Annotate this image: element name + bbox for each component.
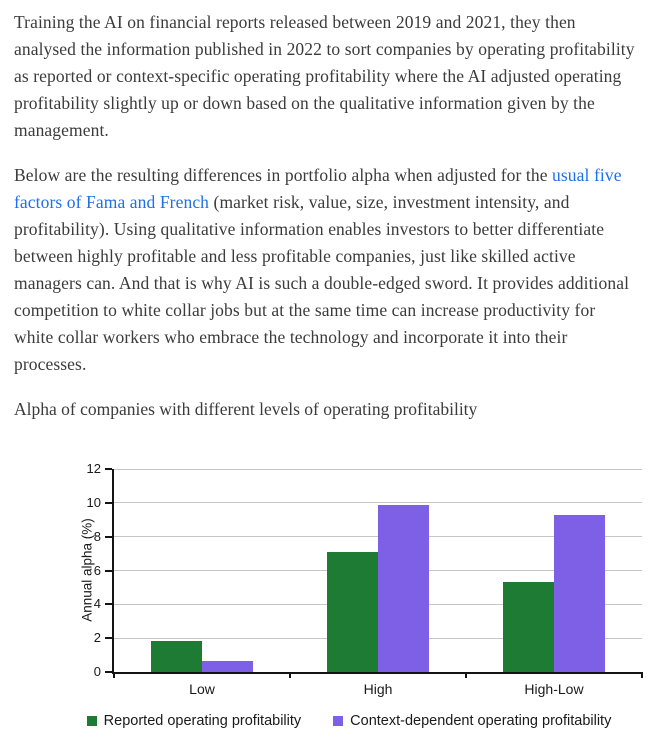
y-tick-label: 6 — [93, 562, 101, 578]
y-axis-tick — [105, 536, 112, 538]
y-axis-tick — [105, 637, 112, 639]
bar-context-dependent-operating-profitability-low — [202, 661, 253, 672]
y-axis-tick — [105, 671, 112, 673]
y-axis-line — [112, 469, 114, 672]
x-category-label-low: Low — [189, 681, 215, 697]
x-category-label-high-low: High-Low — [524, 681, 584, 697]
x-axis-tick — [289, 672, 291, 678]
y-tick-label: 0 — [93, 664, 101, 679]
y-axis-tick — [105, 570, 112, 572]
y-tick-label: 4 — [93, 596, 101, 612]
y-tick-label: 12 — [86, 461, 101, 476]
x-category-label-high: High — [363, 681, 393, 697]
x-axis-line — [112, 672, 642, 674]
paragraph-2-text-after: (market risk, value, size, investment intensity, and profitability). Using qualitative information enables investors to better differentiate between highly profitable and less profitable companies, just like skilled active managers can. And that is why AI is such a double-edged sword. It provides additional competition to white collar jobs but at the same time can increase productivity for white collar workers who embrace the technology and incorporate it into their processes. — [14, 192, 630, 374]
bar-reported-operating-profitability-high-low — [503, 582, 554, 672]
legend-item-context — [333, 713, 611, 729]
legend-label-reported: Reported operating profitability — [103, 713, 302, 729]
legend-label-context: Context-dependent operating profitability — [350, 713, 612, 729]
legend-swatch-purple-icon — [333, 716, 343, 726]
y-axis-tick — [105, 468, 112, 470]
paragraph-2-text-before: Below are the resulting differences in portfolio alpha when adjusted for the — [14, 165, 553, 185]
bar-context-dependent-operating-profitability-high — [378, 505, 429, 672]
chart-legend — [14, 713, 670, 729]
y-axis-title: Annual alpha (%) — [79, 518, 95, 622]
gridline-12 — [114, 469, 642, 470]
fama-french-link[interactable]: usual five factors of Fama and French — [14, 165, 622, 212]
bar-chart — [14, 445, 670, 745]
paragraph-1 — [14, 9, 636, 144]
paragraph-2 — [14, 162, 636, 378]
bar-reported-operating-profitability-high — [327, 552, 378, 672]
y-axis-tick — [105, 502, 112, 504]
x-axis-tick — [113, 672, 115, 678]
chart-heading: Alpha of companies with different levels of operating profitability — [14, 399, 478, 419]
x-axis-tick — [465, 672, 467, 678]
bar-reported-operating-profitability-low — [151, 641, 202, 672]
y-tick-label: 8 — [93, 528, 101, 544]
legend-item-reported — [87, 713, 301, 729]
legend-swatch-green-icon — [87, 716, 97, 726]
bar-context-dependent-operating-profitability-high-low — [554, 515, 605, 672]
x-axis-tick — [641, 672, 643, 678]
y-tick-label: 10 — [86, 494, 101, 510]
y-axis-tick — [105, 603, 112, 605]
paragraph-1-text: Training the AI on financial reports released between 2019 and 2021, they then analysed the information published in 2022 to sort companies by operating profitability as reported or context-specific operating profitability where the AI adjusted operating profitability slightly up or down based on the qualitative information given by the management. — [14, 12, 635, 140]
gridline-10 — [114, 502, 642, 503]
y-tick-label: 2 — [93, 630, 101, 646]
